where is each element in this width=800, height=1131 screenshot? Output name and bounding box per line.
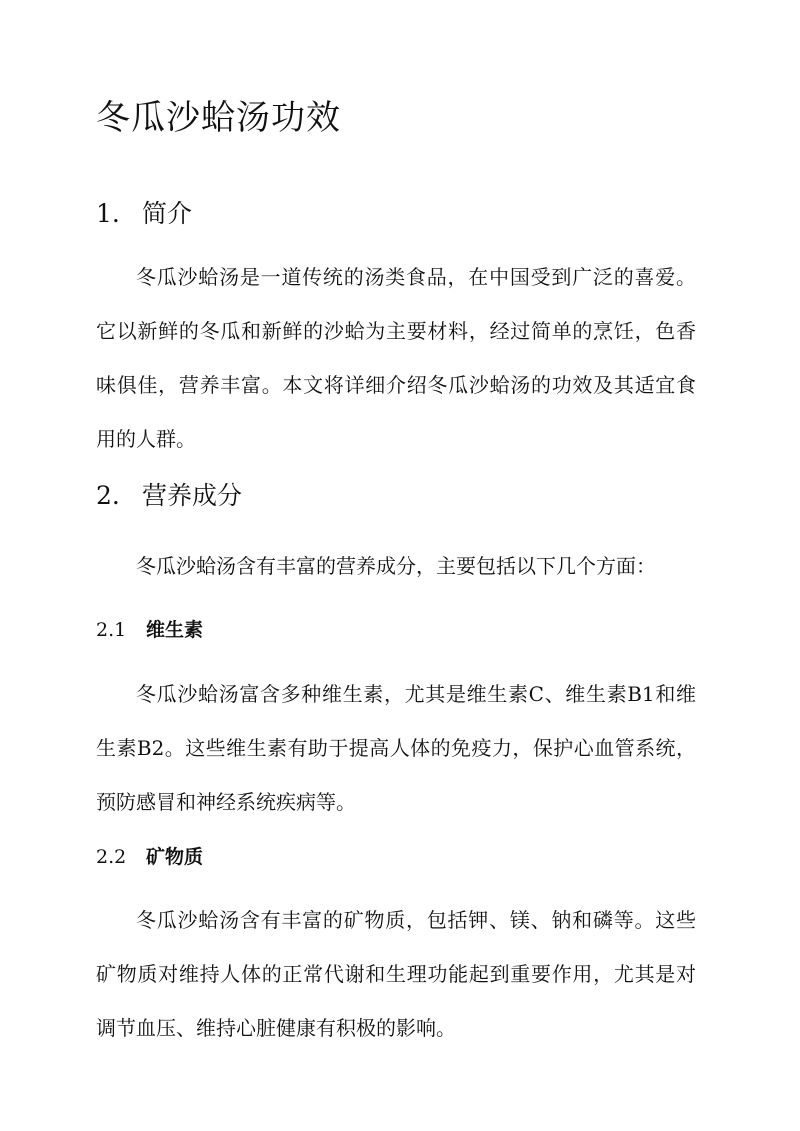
paragraph-vitamins (96, 679, 696, 841)
subsection-heading-vitamins (96, 615, 203, 645)
paragraph-line: 预防感冒和神经系统疾病等。 (96, 790, 356, 814)
section-number: 1. (96, 199, 120, 228)
subsection-number: 2.1 (96, 619, 127, 641)
paragraph-minerals (96, 905, 696, 1067)
paragraph-nutrition (96, 551, 696, 605)
paragraph-line: 生素B2。这些维生素有助于提高人体的免疫力，保护心血管系统， (96, 736, 696, 760)
subsection-heading-minerals (96, 842, 203, 872)
paragraph-line: 冬瓜沙蛤汤是一道传统的汤类食品，在中国受到广泛的喜爱。 (136, 265, 696, 289)
paragraph-line: 用的人群。 (96, 427, 196, 451)
paragraph-intro (96, 262, 696, 478)
subsection-title: 矿物质 (146, 846, 204, 868)
section-title: 简介 (142, 199, 193, 228)
subsection-title: 维生素 (146, 619, 204, 641)
section-number: 2. (96, 481, 120, 510)
paragraph-line: 矿物质对维持人体的正常代谢和生理功能起到重要作用，尤其是对 (96, 962, 696, 986)
paragraph-line: 冬瓜沙蛤汤含有丰富的营养成分，主要包括以下几个方面： (136, 554, 656, 578)
section-title: 营养成分 (142, 481, 243, 510)
document-title: 冬瓜沙蛤汤功效 (96, 98, 341, 138)
paragraph-line: 冬瓜沙蛤汤富含多种维生素，尤其是维生素C、维生素B1和维 (136, 682, 696, 706)
section-heading-intro (96, 196, 192, 232)
paragraph-line: 调节血压、维持心脏健康有积极的影响。 (96, 1016, 456, 1040)
section-heading-nutrition (96, 478, 242, 514)
paragraph-line: 味俱佳，营养丰富。本文将详细介绍冬瓜沙蛤汤的功效及其适宜食 (96, 373, 696, 397)
subsection-number: 2.2 (96, 846, 127, 868)
paragraph-line: 它以新鲜的冬瓜和新鲜的沙蛤为主要材料，经过简单的烹饪，色香 (96, 319, 696, 343)
paragraph-line: 冬瓜沙蛤汤含有丰富的矿物质，包括钾、镁、钠和磷等。这些 (136, 908, 696, 932)
